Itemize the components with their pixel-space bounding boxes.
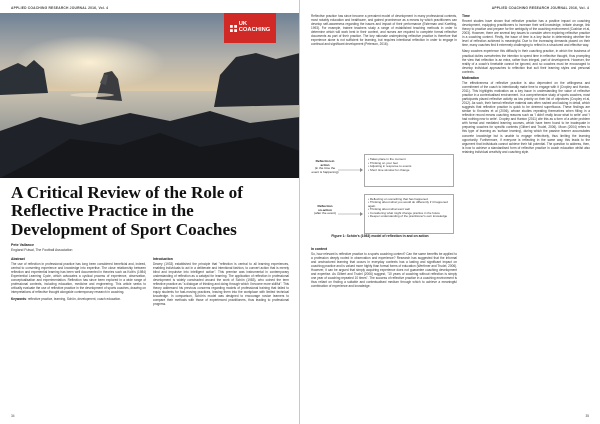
- reflection-in-label-line-3: (in the time the: [314, 166, 336, 171]
- right-column-1-top: [311, 14, 457, 49]
- keywords: Keywords: reflective practice, learning, Schön, development, coach education.: [11, 296, 121, 301]
- introduction-paragraph: Dewey (1933) established the principle that "reflection is central to all learning experiences, enabling individuals to act in a deliberate and intentional fashion, to convert action that is merely blind and impulsive into intelligent action". This premise was instrumental in contemporary understanding of reflection as a catalyst for learning. The application of reflection in professional development is widely constructed around the work of Schön (1983), who coined the term reflective practice as "a dialogue of thinking and doing through which I become more skillful". This theory addressed his previous concerns regarding models of professional training that failed to equip students for fast-moving practices, leaving them into the workplace with limited technical knowledge. In comparison, Schön's model was designed to encourage novice learners to compare their methods with those of experienced practitioners, thus leading to professional progress.: [153, 261, 289, 307]
- keywords-label: Keywords: [11, 296, 27, 301]
- reflection-in-label-line-1: Reflection-in: [315, 159, 335, 163]
- abstract-heading: Abstract: [11, 257, 25, 261]
- reflection-in-point: • Thinking on your feet: [368, 162, 450, 166]
- reflection-on-action-label: [308, 205, 342, 216]
- abstract-column: [11, 257, 146, 303]
- logo-line-1: UK: [238, 21, 248, 28]
- page-number-left: 34: [11, 414, 15, 418]
- uk-flag-icon: [230, 25, 237, 32]
- reflective-practice-paragraph: Reflective practice has since become a prevalent model of development in many professional contexts, most notably education and healthcare, and gained prominence as a means by which practitioners can develop self-awareness regarding the issues and impact of their performance (Esterman and Koetting, 1993). For example, trainee teachers study a range of established teaching methods in order to determine which will work best in their context, and nurses are required to complete formal reflective documents as part of their practice. The key rationale underpinning reflective practice is therefore that experience alone is not sufficient for learning, but requires intentional reflection in order to engage in continual and significant development (Peterson, 2016).: [311, 14, 457, 47]
- right-page: [300, 0, 600, 424]
- reflection-on-point: • Thinking about what went well: [368, 208, 450, 212]
- reflection-on-label-line-1: Reflection: [317, 204, 333, 208]
- reflection-in-label-line-4: event is happening): [311, 169, 339, 174]
- author-name: Pete Vallance: [11, 243, 34, 247]
- in-context-heading: In context: [311, 247, 328, 251]
- reflection-in-point: • Short time window for change: [368, 169, 450, 173]
- in-context-paragraph: So, how relevant is reflective practice to a sports coaching context? Can the same benefits be applied to a profession deeply rooted in observation and experience? Research has suggested that the informal and unstructured learning that occurs in everyday contexts has a lasting and significant impact on coaching practice and is valued more highly than formal forms of education (Werthner and Trudel, 2006). However, it can be argued that simply acquiring experience does not guarantee coaching development and expertise. As Gilbert and Trudel (2006) suggest, "10 years of coaching without reflection is simply one year of coaching repeated 10 times". The success of reflective practice in a coaching environment is thus reliant on finding a suitable and contextualised medium through which to achieve a meaningful combination of experience and knowledge.: [311, 251, 457, 289]
- reflection-in-action-box: [364, 154, 454, 187]
- reflection-on-point: • Deeper understanding of the practitioner's own knowledge: [368, 215, 450, 219]
- logo-line-2: COACHING: [238, 27, 271, 33]
- keywords-text: reflective practice, learning, Schön, development, coach education.: [27, 296, 121, 301]
- running-head-right: APPLIED COACHING RESEARCH JOURNAL 2016, Vol. 4: [491, 6, 589, 10]
- figure-caption: Figure 1: Schön's (1983) model of reflection in and on action: [331, 234, 429, 238]
- figure-schon-model: [308, 148, 456, 244]
- uk-coaching-logo: [224, 13, 276, 43]
- introduction-heading: Introduction: [153, 257, 173, 261]
- in-context-column: [311, 247, 457, 291]
- reflection-on-point: • Considering what might change practice in the future: [368, 212, 450, 216]
- reflection-on-point: • Thinking about what you would do differently if it happened again: [368, 201, 450, 208]
- introduction-column: [153, 257, 289, 309]
- reflection-on-action-box: [364, 194, 454, 234]
- reflection-on-point: • Reflecting on something that has happened: [368, 198, 450, 202]
- article-title: A Critical Review of the Role of Reflective Practice in the Development of Sport Coaches: [11, 183, 243, 239]
- reflection-on-label-line-2: on-action: [318, 207, 332, 212]
- time-paragraph: Many coaches experience this difficulty in their coaching practice, in which the business of practical duties overwhelms the intention to spend time in reflective thought, thus prompting the view that reflection is an extra, rather than integral, part of development. However, the reality of a coach's timetable cannot be ignored, and so coaches must be encouraged to develop individual approaches to reflection that suit their learning styles and personal contexts.: [462, 49, 590, 74]
- author-affiliation: England Futsal, The Football Association: [11, 248, 73, 252]
- page-number-right: 35: [585, 414, 589, 418]
- abstract-text: The use of reflection in professional practice has long been considered beneficial and, indeed, central to converting experience and knowledge into expertise. The close relationship between reflection and experiential learning has been well documented in theories such as Kolb's (1984) Experiential Learning Cycle, which advocates a cyclical process of experience, observation, conceptualisation and experimentation. Reflection has since been explored in a wide range of professional contexts, including education, medicine and engineering. This article seeks to critically evaluate the use of reflective practice in the development of sports coaches, drawing on interpretations of reflective thought alongside contemporary research in coaching.: [11, 261, 146, 294]
- running-head-left: APPLIED COACHING RESEARCH JOURNAL 2016, Vol. 4: [11, 6, 109, 10]
- reflection-in-point: • Takes place in the moment: [368, 158, 450, 162]
- motivation-heading: Motivation: [462, 76, 479, 81]
- logo-text: [239, 22, 271, 34]
- reflection-in-point: • Adjusting in response to events: [368, 165, 450, 169]
- motivation-paragraph: The effectiveness of reflective practice is also dependent on the willingness and commitment of the coach to intentionally make time to engage with it (Cropley and Hanton, 2011). This highlights motivation as a key issue in understanding the value of reflective practice in a contextualised environment. In a comprehensive study of sports coaches, most participants placed reflective activity as low priority on their list of objectives (Cropley et al, 2012). As such, their formal reflective material was often rushed and lacking in detail, which suggests that reflective practice is quick to be deemed superfluous. These findings are similar to Knowles et al (2006), whose studies repeating themselves when filling in a reflective record means coaching reasons such as 'I didn't really know what to write' and 'I had nothing new to write'. Cropley and Hanton (2011) cite this as a form of a wider problem with formal and mediated learning courses, which have been found to be inadequate in preparing coaches for specific contexts (Gilbert and Trudel, 2006). Moon (2004) refers to this type of learning as 'surface learning', during which the passive learner accumulates concrete knowledge but is unable to engage reflectively, thus limiting the learning opportunity. Furthermore, if everyone is reflecting in the same way, this leads to the argument that individuals cannot achieve their full potential. The question to address, then, is how to achieve a standardised form of reflective practice in coach education whilst also retaining individual creativity and coaching style.: [462, 80, 590, 154]
- time-paragraph: Recent studies have shown that reflective practice has a positive impact on coaching development, equipping practitioners to increase their self-knowledge, initiate change, link theory to practice and prepare for the ambiguity of the coaching environment (Cushion et al, 2003). However, there are several key issues to consider when exploring reflective practice in a coaching context. Firstly, the issue of time is a key factor in determining whether the level of reflection achieved is meaningful. Due to the increasing demands placed on their time, many coaches find it extremely challenging to reflect in a structured and effective way.: [462, 18, 590, 47]
- reflection-in-label-line-2: action: [320, 162, 330, 167]
- right-column-2: [462, 14, 590, 156]
- time-heading: Time: [462, 14, 470, 18]
- reflection-in-action-label: [308, 160, 342, 174]
- reflection-on-label-line-3: (after the event): [314, 211, 336, 216]
